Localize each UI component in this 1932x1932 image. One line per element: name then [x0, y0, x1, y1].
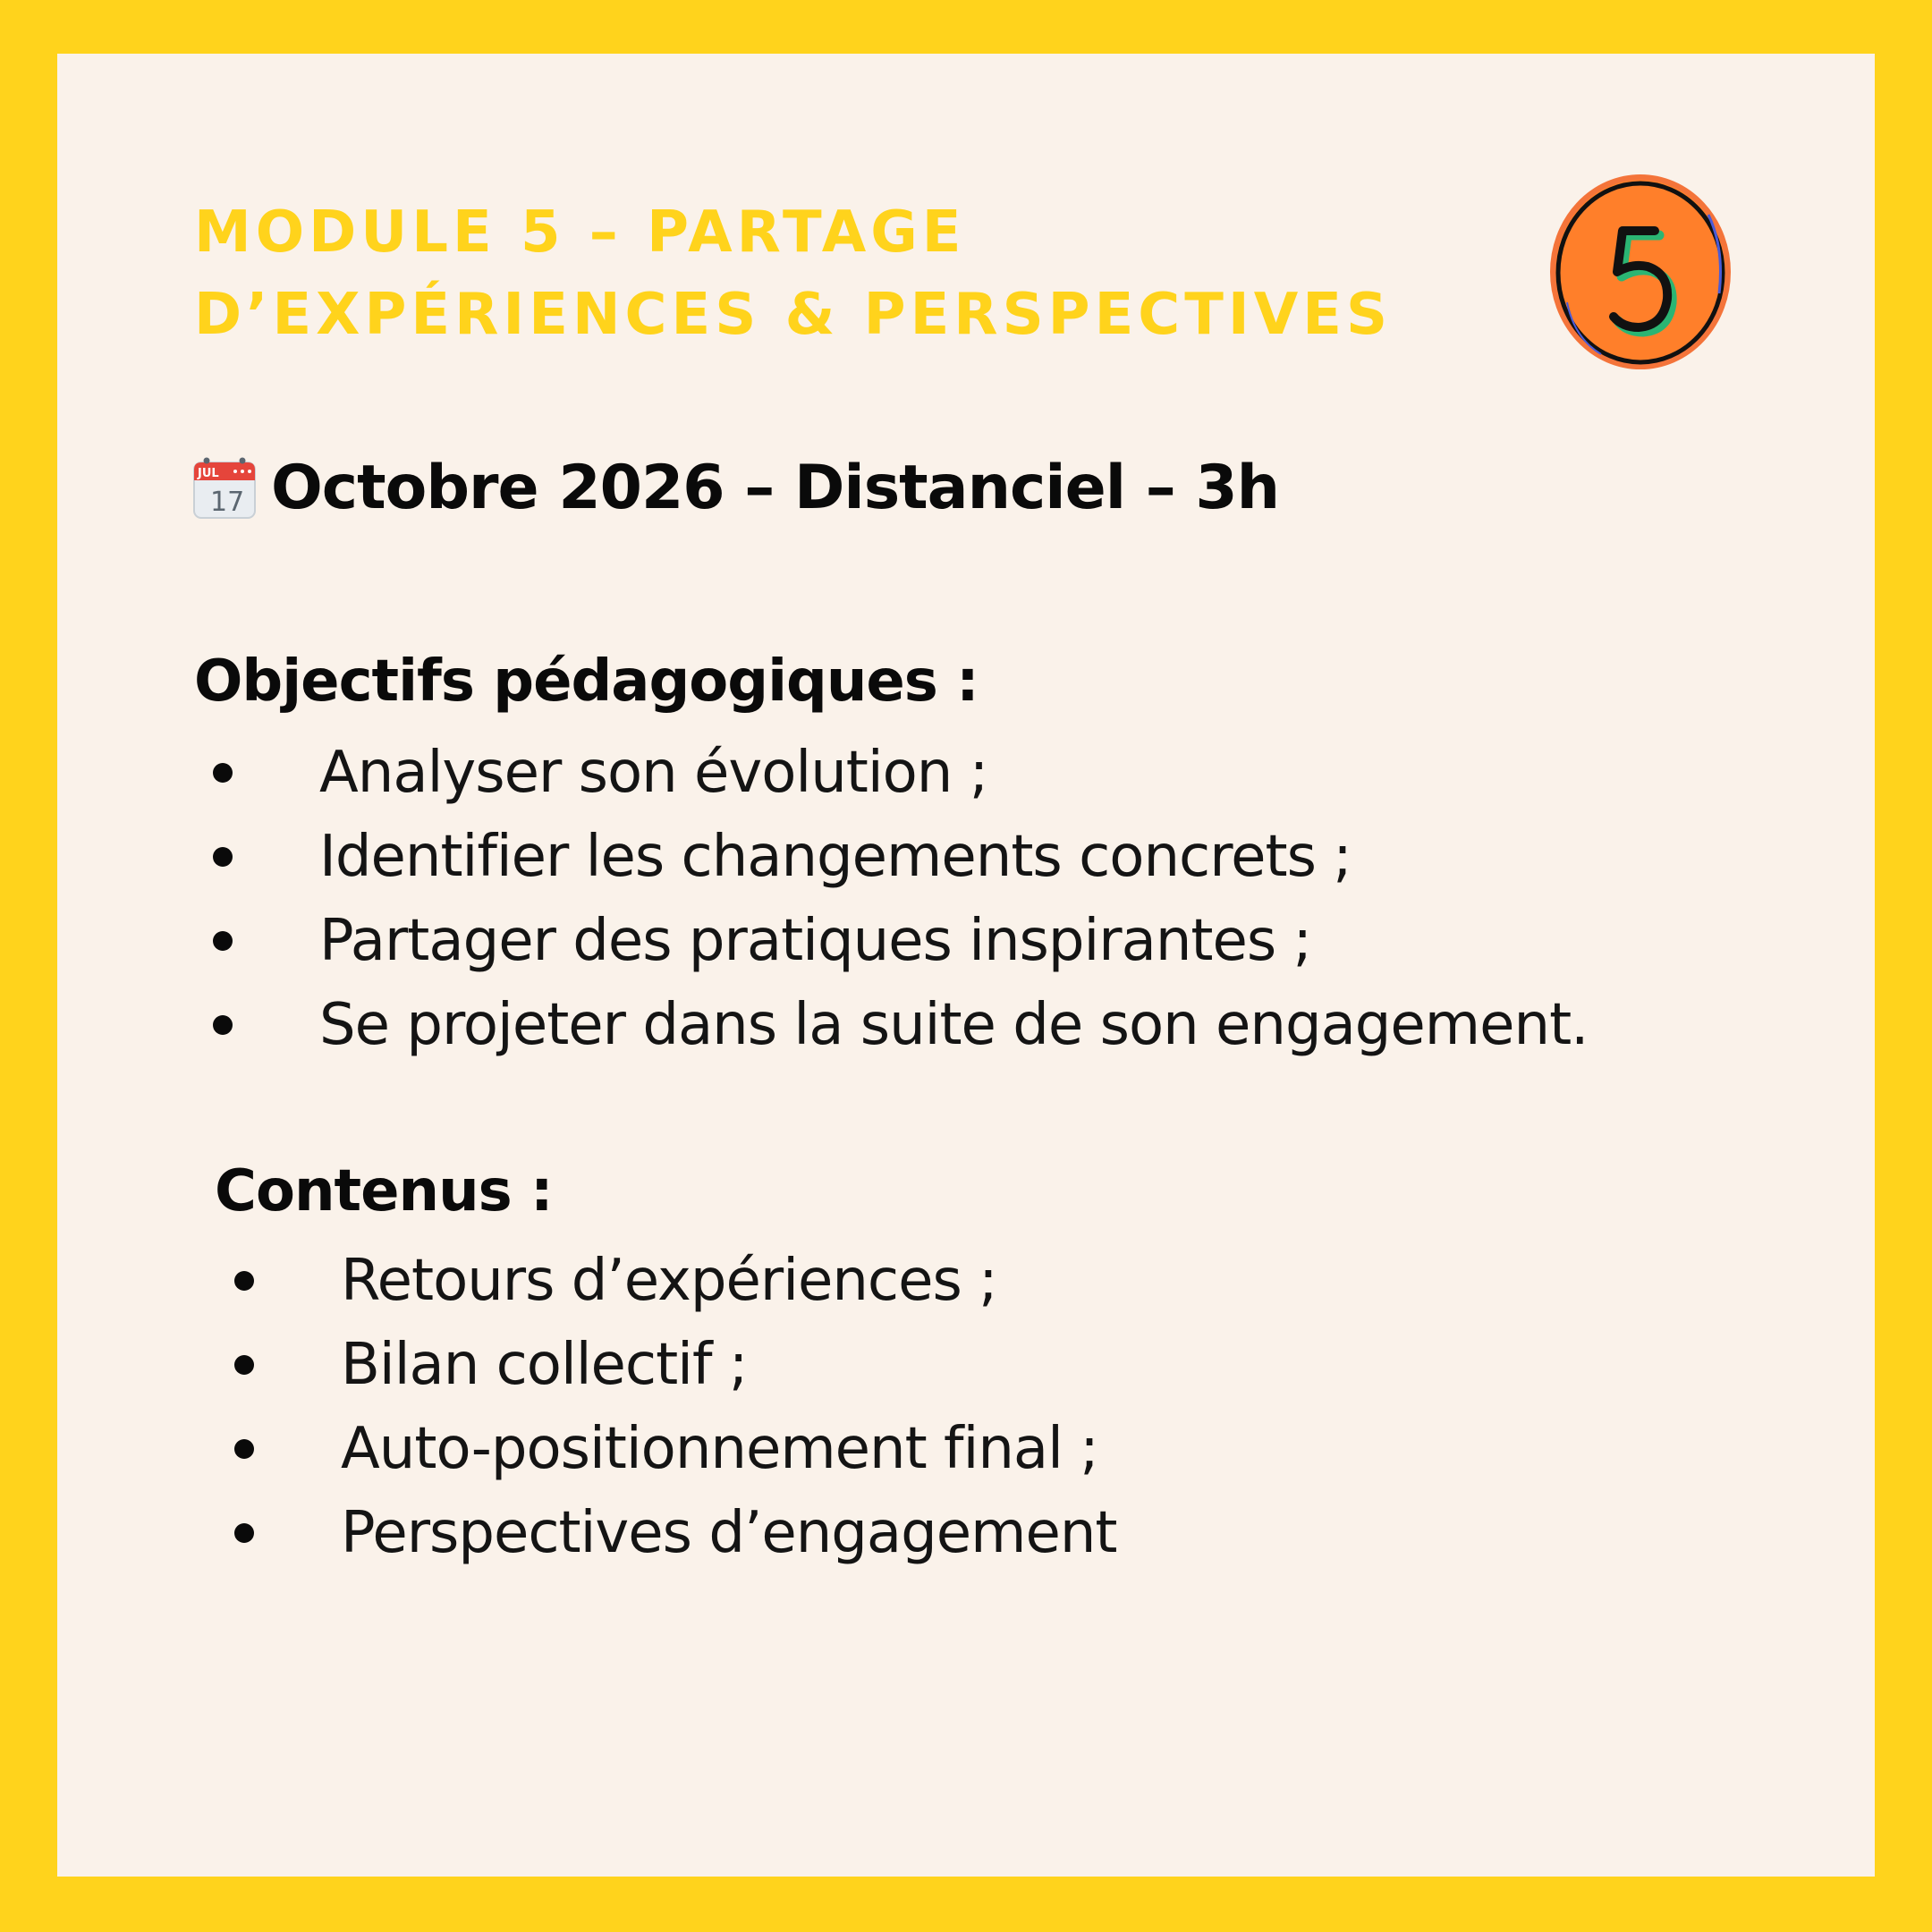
- bullet-icon: [234, 1271, 254, 1291]
- objectif-item: [213, 899, 1589, 983]
- contenu-text: Retours d’expériences ;: [341, 1248, 997, 1314]
- objectifs-list: [213, 731, 1589, 1067]
- bullet-icon: [234, 1439, 254, 1459]
- number-5-circle-icon: [1547, 168, 1737, 376]
- session-info: [192, 447, 1279, 528]
- bullet-icon: [234, 1355, 254, 1375]
- objectifs-heading: Objectifs pédagogiques :: [194, 648, 979, 715]
- calendar-month-label: JUL: [198, 467, 219, 480]
- calendar-day-label: 17: [210, 487, 245, 518]
- objectif-text: Se projeter dans la suite de son engagement.: [319, 992, 1589, 1058]
- contenu-text: Bilan collectif ;: [341, 1332, 748, 1398]
- contenu-text: Auto-positionnement final ;: [341, 1416, 1098, 1482]
- contenu-item: [234, 1323, 1116, 1407]
- module-title-line-1: MODULE 5 – PARTAGE: [194, 199, 966, 266]
- objectif-text: Identifier les changements concrets ;: [319, 824, 1352, 890]
- contenu-item: [234, 1239, 1116, 1323]
- objectif-item: [213, 815, 1589, 899]
- bullet-icon: [213, 763, 233, 783]
- contenus-heading: Contenus :: [215, 1158, 553, 1224]
- bullet-icon: [213, 1015, 233, 1035]
- module-title-line-2: D’EXPÉRIENCES & PERSPECTIVES: [194, 282, 1393, 348]
- objectif-item: [213, 731, 1589, 815]
- bullet-icon: [213, 931, 233, 951]
- session-date-mode-duration: Octobre 2026 – Distanciel – 3h: [271, 452, 1280, 523]
- objectif-item: [213, 983, 1589, 1067]
- calendar-icon: [192, 455, 257, 520]
- contenu-text: Perspectives d’engagement: [341, 1500, 1117, 1566]
- module-title: [194, 191, 1392, 356]
- bullet-icon: [234, 1523, 254, 1543]
- objectif-text: Analyser son évolution ;: [319, 740, 988, 806]
- contenu-item: [234, 1407, 1116, 1491]
- contenus-list: [234, 1239, 1116, 1575]
- objectif-text: Partager des pratiques inspirantes ;: [319, 908, 1312, 974]
- bullet-icon: [213, 847, 233, 867]
- contenu-item: [234, 1491, 1116, 1575]
